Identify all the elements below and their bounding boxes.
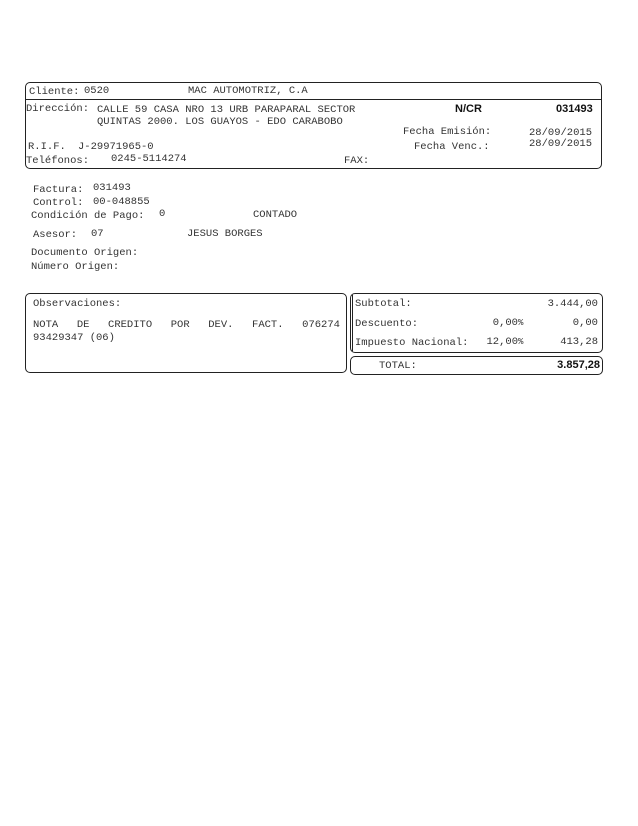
observaciones-label: Observaciones:	[33, 298, 122, 310]
asesor-name: JESUS BORGES	[187, 228, 263, 240]
descuento-label: Descuento:	[355, 318, 419, 330]
asesor-label: Asesor:	[33, 229, 78, 241]
observaciones-line2: 93429347 (06)	[33, 332, 115, 344]
header-divider	[26, 99, 601, 100]
obs-word: FACT.	[252, 319, 284, 331]
cliente-code: 0520	[84, 85, 110, 97]
fecha-venc-label: Fecha Venc.:	[414, 141, 490, 153]
control-label: Control:	[33, 197, 84, 209]
telefonos-label: Teléfonos:	[26, 155, 90, 167]
total-value: 3.857,28	[557, 359, 600, 371]
subtotal-value: 3.444,00	[547, 298, 598, 310]
total-label: TOTAL:	[379, 360, 417, 372]
fecha-emision: 28/09/2015	[529, 127, 593, 139]
control-value: 00-048855	[93, 196, 150, 208]
doc-origen-label: Documento Origen:	[31, 247, 139, 259]
doc-number: 031493	[556, 103, 593, 115]
obs-word: DEV.	[208, 319, 234, 331]
impuesto-label: Impuesto Nacional:	[355, 337, 469, 349]
impuesto-value: 413,28	[560, 336, 598, 348]
direccion-line2: QUINTAS 2000. LOS GUAYOS - EDO CARABOBO	[97, 116, 343, 128]
descuento-pct: 0,00	[492, 317, 518, 329]
factura-label: Factura:	[33, 184, 84, 196]
obs-word: NOTA	[33, 319, 59, 331]
doc-type: N/CR	[455, 103, 482, 115]
rif-value: J-29971965-0	[78, 141, 154, 153]
subtotal-label: Subtotal:	[355, 298, 412, 310]
impuesto-pct: 12,00	[486, 336, 518, 348]
descuento-value: 0,00	[572, 317, 598, 329]
num-origen-label: Número Origen:	[31, 261, 120, 273]
impuesto-pct-sign: %	[518, 337, 524, 347]
direccion-line1: CALLE 59 CASA NRO 13 URB PARAPARAL SECTOR	[97, 104, 356, 116]
cliente-name: MAC AUTOMOTRIZ, C.A	[188, 85, 308, 97]
asesor-code: 07	[91, 228, 104, 240]
descuento-pct-sign: %	[518, 318, 524, 328]
condicion-label: Condición de Pago:	[31, 210, 145, 222]
fecha-venc: 28/09/2015	[529, 138, 593, 150]
condicion-code: 0	[159, 208, 166, 220]
obs-word: DE	[76, 319, 90, 331]
direccion-label: Dirección:	[26, 103, 90, 115]
observaciones-line1	[33, 319, 340, 331]
obs-word: 076274	[302, 319, 340, 331]
factura-value: 031493	[93, 182, 131, 194]
totals-column-divider	[352, 295, 353, 351]
obs-word: CREDITO	[108, 319, 153, 331]
obs-word: POR	[170, 319, 190, 331]
telefonos-value: 0245-5114274	[111, 153, 187, 165]
condicion-value: CONTADO	[253, 209, 298, 221]
cliente-label: Cliente:	[29, 86, 80, 98]
fax-label: FAX:	[344, 155, 370, 167]
fecha-emision-label: Fecha Emisión:	[403, 126, 492, 138]
rif-label: R.I.F.	[28, 141, 66, 153]
